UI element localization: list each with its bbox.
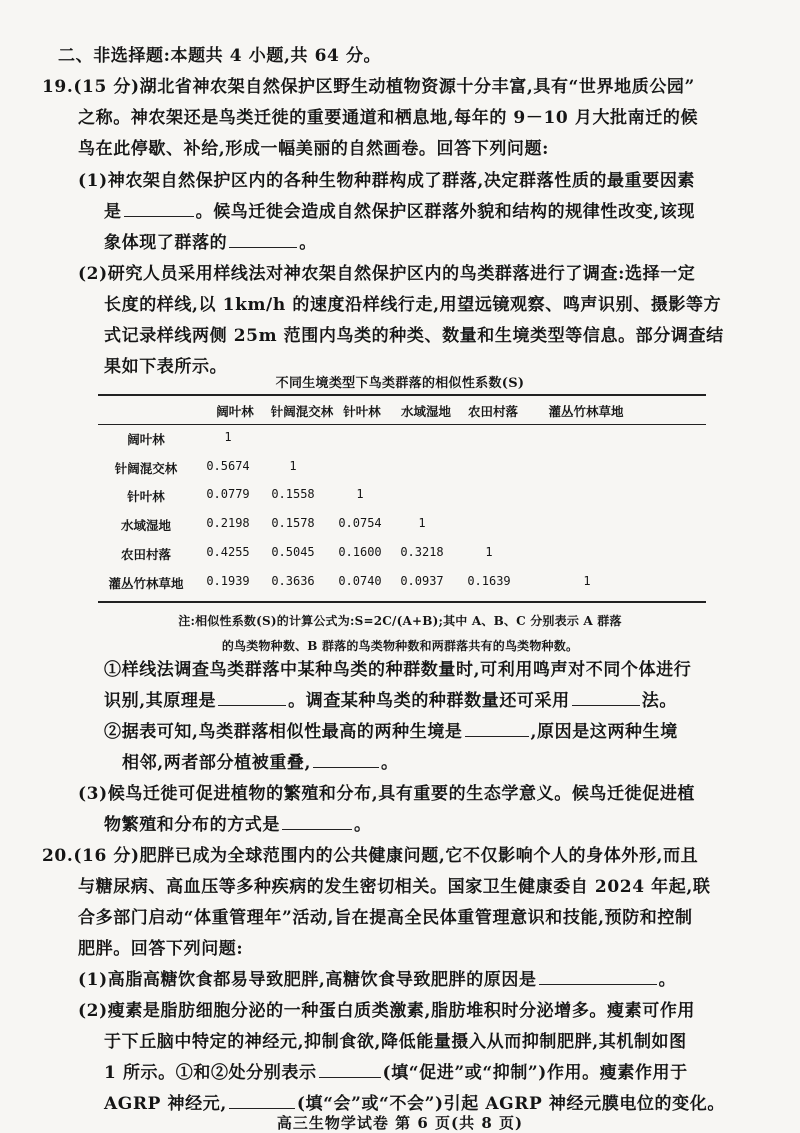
q19-part1-line-3: 象体现了群落的 。 (104, 233, 317, 253)
section-heading: 二、非选择题:本题共 4 小题,共 64 分。 (58, 46, 382, 66)
table-row (98, 516, 706, 536)
table-header: 针叶林 (343, 404, 381, 419)
table-cell: 0.3218 (400, 545, 444, 559)
table-bottom-rule (98, 601, 706, 603)
table-cell: 1 (583, 574, 591, 588)
page-footer: 高三生物学试卷 第 6 页(共 8 页) (276, 1114, 524, 1132)
table-cell: 1 (224, 430, 232, 444)
table-row (98, 545, 706, 565)
q19-part2-line-4: 果如下表所示。 (104, 357, 228, 377)
q20-part2-line-2: 于下丘脑中特定的神经元,抑制食欲,降低能量摄入从而抑制肥胖,其机制如图 (104, 1032, 687, 1052)
table-header: 农田村落 (467, 404, 518, 419)
table-header: 针阔混交林 (270, 404, 334, 419)
answer-blank[interactable] (539, 970, 657, 985)
answer-blank[interactable] (319, 1063, 381, 1078)
q19-part2-line-2: 长度的样线,以 1km/h 的速度沿样线行走,用望远镜观察、鸣声识别、摄影等方 (104, 295, 722, 315)
q19-intro-line-3: 鸟在此停歇、补给,形成一幅美丽的自然画卷。回答下列问题: (78, 139, 549, 159)
q19-sub1-line-1: ①样线法调查鸟类群落中某种鸟类的种群数量时,可利用鸣声对不同个体进行 (104, 660, 692, 680)
q19-part1-line-2: 是 。候鸟迁徙会造成自然保护区群落外貌和结构的规律性改变,该现 (104, 202, 695, 222)
q19-part2-line-3: 式记录样线两侧 25m 范围内鸟类的种类、数量和生境类型等信息。部分调查结 (104, 326, 724, 346)
table-cell: 0.0740 (338, 574, 382, 588)
table-note-line-2: 的鸟类物种数、B 群落的鸟类物种数和两群落共有的鸟类物种数。 (221, 639, 579, 653)
q20-intro-line-4: 肥胖。回答下列问题: (78, 939, 244, 959)
q19-intro-line-1: 19.(15 分)湖北省神农架自然保护区野生动植物资源十分丰富,具有“世界地质公园” (42, 77, 695, 97)
table-top-rule (98, 394, 706, 396)
table-row (98, 574, 706, 594)
table-cell: 0.5674 (206, 459, 250, 473)
table-row (98, 487, 706, 507)
table-cell: 1 (356, 487, 364, 501)
table-row (98, 459, 706, 479)
q20-part2-line-4: AGRP 神经元, (填“会”或“不会”)引起 AGRP 神经元膜电位的变化。 (104, 1094, 725, 1114)
table-header: 灌丛竹林草地 (548, 404, 624, 419)
q19-part3-line-1: (3)候鸟迁徙可促进植物的繁殖和分布,具有重要的生态学意义。候鸟迁徙促进植 (78, 784, 696, 804)
table-cell: 1 (485, 545, 493, 559)
table-cell: 0.1639 (467, 574, 511, 588)
q19-part1-line-1: (1)神农架自然保护区内的各种生物种群构成了群落,决定群落性质的最重要因素 (78, 171, 696, 191)
table-cell: 1 (289, 459, 297, 473)
row-label: 水域湿地 (120, 518, 171, 533)
q19-sub1-line-2: 识别,其原理是 。调查某种鸟类的种群数量还可采用 法。 (104, 691, 677, 711)
answer-blank[interactable] (282, 815, 352, 830)
table-cell: 0.4255 (206, 545, 250, 559)
q20-part2-line-3: 1 所示。①和②处分别表示 (填“促进”或“抑制”)作用。瘦素作用于 (104, 1063, 688, 1083)
table-cell: 0.1939 (206, 574, 250, 588)
table-header-rule (98, 424, 706, 425)
q19-part3-line-2: 物繁殖和分布的方式是 。 (104, 815, 372, 835)
table-cell: 0.2198 (206, 516, 250, 530)
table-cell: 0.0779 (206, 487, 250, 501)
q20-intro-line-1: 20.(16 分)肥胖已成为全球范围内的公共健康问题,它不仅影响个人的身体外形,而且 (42, 846, 699, 866)
row-label: 阔叶林 (127, 432, 165, 447)
table-row (98, 430, 706, 450)
table-cell: 0.5045 (271, 545, 315, 559)
answer-blank[interactable] (218, 691, 286, 706)
answer-blank[interactable] (124, 202, 194, 217)
table-cell: 0.0937 (400, 574, 444, 588)
q19-intro-line-2: 之称。神农架还是鸟类迁徙的重要通道和栖息地,每年的 9－10 月大批南迁的候 (78, 108, 699, 128)
table-cell: 1 (418, 516, 426, 530)
q20-intro-line-2: 与糖尿病、高血压等多种疾病的发生密切相关。国家卫生健康委自 2024 年起,联 (78, 877, 711, 897)
answer-blank[interactable] (572, 691, 640, 706)
table-cell: 0.0754 (338, 516, 382, 530)
table-cell: 0.1558 (271, 487, 315, 501)
q20-intro-line-3: 合多部门启动“体重管理年”活动,旨在提高全民体重管理意识和技能,预防和控制 (78, 908, 693, 928)
answer-blank[interactable] (229, 1094, 295, 1109)
row-label: 针阔混交林 (114, 461, 178, 476)
q20-part1-line: (1)高脂高糖饮食都易导致肥胖,高糖饮食导致肥胖的原因是 。 (78, 970, 677, 990)
answer-blank[interactable] (229, 233, 297, 248)
table-header: 水域湿地 (400, 404, 451, 419)
q19-sub2-line-1: ②据表可知,鸟类群落相似性最高的两种生境是 ,原因是这两种生境 (104, 722, 678, 742)
answer-blank[interactable] (465, 722, 529, 737)
table-note-line-1: 注:相似性系数(S)的计算公式为:S=2C/(A+B);其中 A、B、C 分别表示 A 群落 (178, 614, 622, 628)
table-cell: 0.3636 (271, 574, 315, 588)
row-label: 针叶林 (127, 489, 165, 504)
table-cell: 0.1578 (271, 516, 315, 530)
table-title: 不同生境类型下鸟类群落的相似性系数(S) (275, 376, 525, 391)
answer-blank[interactable] (313, 753, 379, 768)
q19-part2-line-1: (2)研究人员采用样线法对神农架自然保护区内的鸟类群落进行了调查:选择一定 (78, 264, 696, 284)
table-cell: 0.1600 (338, 545, 382, 559)
table-header: 阔叶林 (216, 404, 254, 419)
row-label: 农田村落 (120, 547, 171, 562)
q19-sub2-line-2: 相邻,两者部分植被重叠, 。 (122, 753, 399, 773)
row-label: 灌丛竹林草地 (108, 576, 184, 591)
q20-part2-line-1: (2)瘦素是脂肪细胞分泌的一种蛋白质类激素,脂肪堆积时分泌增多。瘦素可作用 (78, 1001, 696, 1021)
